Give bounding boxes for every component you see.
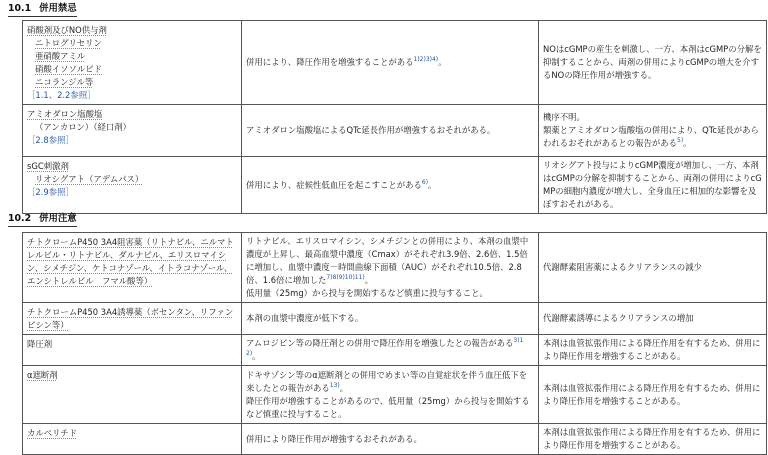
- section-heading-precaution: [8, 212, 77, 227]
- symptom-cell: [242, 157, 539, 214]
- drug-cell: [23, 335, 242, 366]
- table-row: [23, 366, 767, 424]
- symptom-text: ドキサゾシン等のα遮断剤との併用でめまい等の自覚症状を伴う血圧低下を来したとの報告がある: [246, 369, 528, 393]
- drug-name: （アンカロン）（経口剤）: [35, 122, 131, 133]
- mechanism-cell: [539, 233, 767, 303]
- precaution-table: [22, 232, 767, 455]
- drug-name: 硝酸イソソルビド: [35, 64, 102, 75]
- table-row: [23, 21, 767, 105]
- citation[interactable]: 7)8)9)10)11): [326, 274, 365, 282]
- symptom-text: アムロジピン等の降圧剤との併用で降圧作用を増強したとの報告がある: [246, 338, 514, 349]
- section-title: 併用注意: [39, 213, 77, 224]
- table-row: [23, 233, 767, 303]
- mechanism-text: 本剤は血管拡張作用による降圧作用を有するため、併用により降圧作用を増強することがある。: [543, 427, 761, 451]
- drug-name: アミオダロン塩酸塩: [27, 109, 103, 120]
- mechanism-text: 機序不明。 類薬とアミオダロン塩酸塩の併用により、QTc延長があらわれるおそれがあるとの報告がある: [543, 112, 759, 149]
- mechanism-cell: [539, 366, 767, 424]
- symptom-text-end: 。 降圧作用が増強することがあるので、低用量（25mg）から投与を開始するなど慎重に投与すること。: [246, 382, 530, 419]
- drug-name: 硝酸剤及びNO供与剤: [27, 25, 107, 35]
- mechanism-text: 代謝酵素誘導によるクリアランスの増加: [543, 313, 694, 324]
- drug-name: 降圧剤: [27, 339, 53, 350]
- symptom-text-end: 。: [252, 351, 261, 362]
- drug-cell: [23, 21, 242, 105]
- drug-cell: [23, 303, 242, 335]
- drug-name: リオシグアト（アデムパス）: [35, 174, 144, 185]
- symptom-cell: [242, 21, 539, 105]
- drug-name: カルペリチド: [27, 428, 78, 439]
- citation[interactable]: 13): [329, 381, 340, 389]
- drug-cell: [23, 424, 242, 455]
- drug-cell: [23, 366, 242, 424]
- mechanism-cell: [539, 335, 767, 366]
- mechanism-cell: [539, 424, 767, 455]
- drug-name: 亜硝酸アミル: [35, 51, 86, 62]
- drug-name: α遮断剤: [27, 370, 58, 381]
- symptom-cell: [242, 303, 539, 335]
- contraindication-table: [22, 20, 767, 214]
- symptom-text: 本剤の血漿中濃度が低下する。: [246, 313, 364, 324]
- mechanism-text: 代謝酵素阻害薬によるクリアランスの減少: [543, 262, 702, 273]
- drug-name: ニコランジル等: [35, 77, 94, 88]
- drug-name: チトクロームP450 3A4誘導薬（ボセンタン、リファンピシン等）: [27, 307, 234, 331]
- mechanism-cell: [539, 21, 767, 105]
- section-title: 併用禁忌: [39, 3, 77, 14]
- table-row: [23, 303, 767, 335]
- mechanism-text: 本剤は血管拡張作用による降圧作用を有するため、併用により降圧作用を増強することがある。: [543, 338, 761, 362]
- section-number: 10.1: [8, 3, 32, 14]
- citation[interactable]: 3)12): [246, 337, 524, 358]
- mechanism-text: NOはcGMPの産生を刺激し、一方、本剤はcGMPの分解を抑制することから、両剤の併用によりcGMPの増大を介するNOの降圧作用が増強する。: [543, 44, 762, 81]
- symptom-text: アミオダロン塩酸塩によるQTc延長作用が増強するおそれがある。: [246, 125, 496, 136]
- drug-cell: [23, 157, 242, 214]
- table-row: [23, 335, 767, 366]
- citation[interactable]: 1)2)3)4): [413, 56, 439, 64]
- table-row: [23, 157, 767, 214]
- mechanism-cell: [539, 105, 767, 157]
- drug-cell: [23, 105, 242, 157]
- mechanism-text: リオシグアト投与によりcGMP濃度が増加し、一方、本剤はcGMPの分解を抑制することから、両剤の併用によりcGMPの細胞内濃度が増大し、全身血圧に相加的な影響を及ぼすおそれがある。: [543, 160, 762, 210]
- citation[interactable]: 5): [677, 137, 684, 145]
- table-row: [23, 424, 767, 455]
- symptom-text: 併用により降圧作用が増強するおそれがある。: [246, 433, 422, 444]
- mechanism-text: 本剤は血管拡張作用による降圧作用を有するため、併用により降圧作用を増強することがある。: [543, 382, 761, 406]
- symptom-text: リトナビル、エリスロマイシン、シメチジンとの併用により、本剤の血漿中濃度が上昇し、最高血漿中濃度（Cmax）がそれぞれ3.9倍、2.6倍、1.5倍に増加し、血漿中濃度－時間曲線下面積（AUC）がそれぞれ10.5倍、2.8倍、1.6倍に増加した: [246, 236, 529, 286]
- drug-name: sGC刺激剤: [27, 161, 69, 172]
- reference-link[interactable]: ［2.9参照］: [27, 187, 74, 198]
- drug-name: チトクロームP450 3A4阻害薬（リトナビル、ニルマトレルビル・リトナビル、ダルナビル、エリスロマイシン、シメチジン、ケトコナゾール、イトラコナゾール、エンシトレルビル フマル酸等）: [27, 237, 234, 287]
- mechanism-text-end: 。: [683, 138, 692, 149]
- reference-link[interactable]: ［2.8参照］: [27, 135, 74, 146]
- symptom-cell: [242, 424, 539, 455]
- reference-link[interactable]: ［1.1、2.2参照］: [27, 90, 96, 101]
- symptom-text: 併用により、降圧作用を増強することがある: [246, 57, 414, 68]
- symptom-text-end: 。: [428, 179, 437, 190]
- section-number: 10.2: [8, 213, 32, 224]
- mechanism-cell: [539, 157, 767, 214]
- drug-name: ニトログリセリン: [35, 38, 102, 49]
- section-heading-contraindicated: [8, 2, 77, 17]
- mechanism-cell: [539, 303, 767, 335]
- drug-cell: [23, 233, 242, 303]
- citation[interactable]: 6): [421, 178, 429, 186]
- symptom-text: 併用により、症候性低血圧を起こすことがある: [246, 179, 422, 190]
- symptom-cell: [242, 366, 539, 424]
- symptom-cell: [242, 233, 539, 303]
- symptom-cell: [242, 335, 539, 366]
- symptom-text-end: 。: [438, 57, 447, 68]
- table-row: [23, 105, 767, 157]
- symptom-cell: [242, 105, 539, 157]
- symptom-text-end: 。 低用量（25mg）から投与を開始するなど慎重に投与すること。: [246, 275, 488, 299]
